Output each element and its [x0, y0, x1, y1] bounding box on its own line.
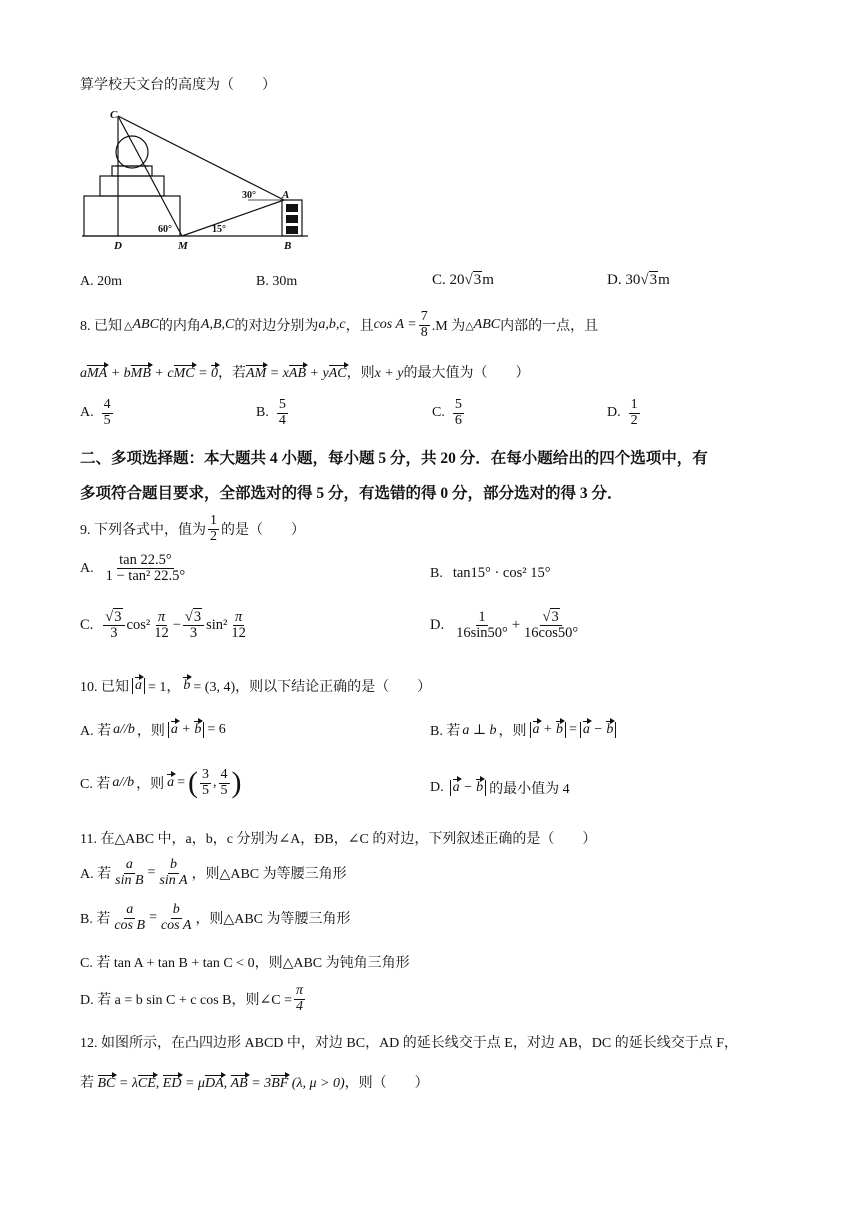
q9-option-d: D. $\frac{1}{16\sin 50^\circ}$ + $\frac{√3}{16\cos 50^\circ}$: [430, 609, 579, 642]
q11-option-a: A. 若 $\frac{a}{\text{sin B}}$ = $\frac{b}{\text{sin A}}$ ，则△ABC 为等腰三角形: [80, 857, 347, 888]
q7-option-d: D. 30√3m: [607, 272, 670, 288]
label-a: A: [282, 189, 290, 201]
q10-option-a: A. 若 a//b ，则 a + b = 6: [80, 722, 226, 739]
q10-option-b: B. 若 a ⊥ b ，则 a + b = a − b: [430, 720, 616, 740]
building-mid: [100, 176, 164, 196]
label-c: C: [110, 109, 118, 121]
q9-option-c: C. $\frac{√3}{3}$ cos² $\frac{\pi}{12}$ − $\frac{√3}{3}$ sin² $\frac{\pi}{12}$: [80, 609, 246, 642]
q8-option-a: A. $\frac{4}{5}$: [80, 397, 111, 428]
q7-option-c: C. 20√3m: [432, 272, 494, 288]
section2-heading-line2: 多项符合题目要求，全部选对的得 5 分，有选错的得 0 分，部分选对的得 3 分．: [80, 485, 623, 502]
observatory-figure: [72, 104, 312, 254]
line-ca: [118, 116, 284, 200]
q8-option-c: C. $\frac{5}{6}$: [432, 397, 462, 428]
label-d: D: [114, 240, 122, 252]
q8-option-b: B. $\frac{5}{4}$: [256, 397, 286, 428]
q12-stem-line1: 12. 如图所示，在凸四边形 ABCD 中，对边 BC，AD 的延长线交于点 E，对边 AB，DC 的延长线交于点 F，: [80, 1036, 739, 1051]
q7-option-b: B. 30m: [256, 274, 298, 289]
q11-option-d: D. 若 a = b sin C + c cos B，则∠C = $\frac{\pi}{4}$: [80, 983, 303, 1014]
line-ma: [182, 200, 284, 236]
q8-option-d: D. $\frac{1}{2}$: [607, 397, 638, 428]
q9-option-a: A. $\frac{\tan 22.5^\circ}{\text{1 − tan² 22.5°}}$: [80, 552, 186, 585]
q10-option-c: C. 若 a//b ，则 a = ( $\frac{3}{5}$ , $\frac{4}{5}$ ): [80, 766, 242, 799]
q11-option-c: C. 若 tan A + tan B + tan C < 0，则△ABC 为钝角三角形: [80, 956, 410, 971]
q10-stem: 10. 已知 a = 1， b = (3, 4)，则以下结论正确的是（ ）: [80, 678, 432, 695]
q11-option-b: B. 若 $\frac{a}{\text{cos B}}$ = $\frac{b}{\text{cos A}}$ ，则△ABC 为等腰三角形: [80, 902, 351, 933]
label-b: B: [284, 240, 292, 252]
label-m: M: [178, 240, 188, 252]
q9-stem: 9. 下列各式中，值为 $\frac{1}{2}$ 的是（ ）: [80, 512, 305, 544]
angle-30: 30°: [242, 190, 256, 201]
q9-option-b: B. tan15° · cos² 15°: [430, 565, 551, 581]
angle-60: 60°: [158, 224, 172, 235]
q11-stem: 11. 在△ABC 中，a，b，c 分别为∠A，ÐB，∠C 的对边，下列叙述正确的是（ ）: [80, 832, 597, 847]
angle-15: 15°: [212, 224, 226, 235]
q7-option-a: A. 20m: [80, 274, 122, 289]
q12-stem-line2: 若 BC = λCE, ED = μDA, AB = 3BF (λ, μ > 0)，则（ ）: [80, 1076, 429, 1091]
section2-heading-line1: 二、多项选择题：本大题共 4 小题，每小题 5 分，共 20 分．在每小题给出的四个选项中，有: [80, 450, 708, 467]
q10-option-d: D. a − b 的最小值为 4: [430, 780, 570, 797]
q8-stem-line1: 8. 已知 △ ABC 的内角 A,B,C 的对边分别为 a,b,c ，且 cos A = $\frac{7}{8}$ .M 为 △ ABC 内部的一点，且: [80, 308, 599, 340]
q7-stem-tail: 算学校天文台的高度为（ ）: [80, 78, 276, 93]
q8-stem-line2: aMA + bMB + cMC = 0，若AM = xAB + yAC，则x + y的最大值为（ ）: [80, 366, 530, 381]
